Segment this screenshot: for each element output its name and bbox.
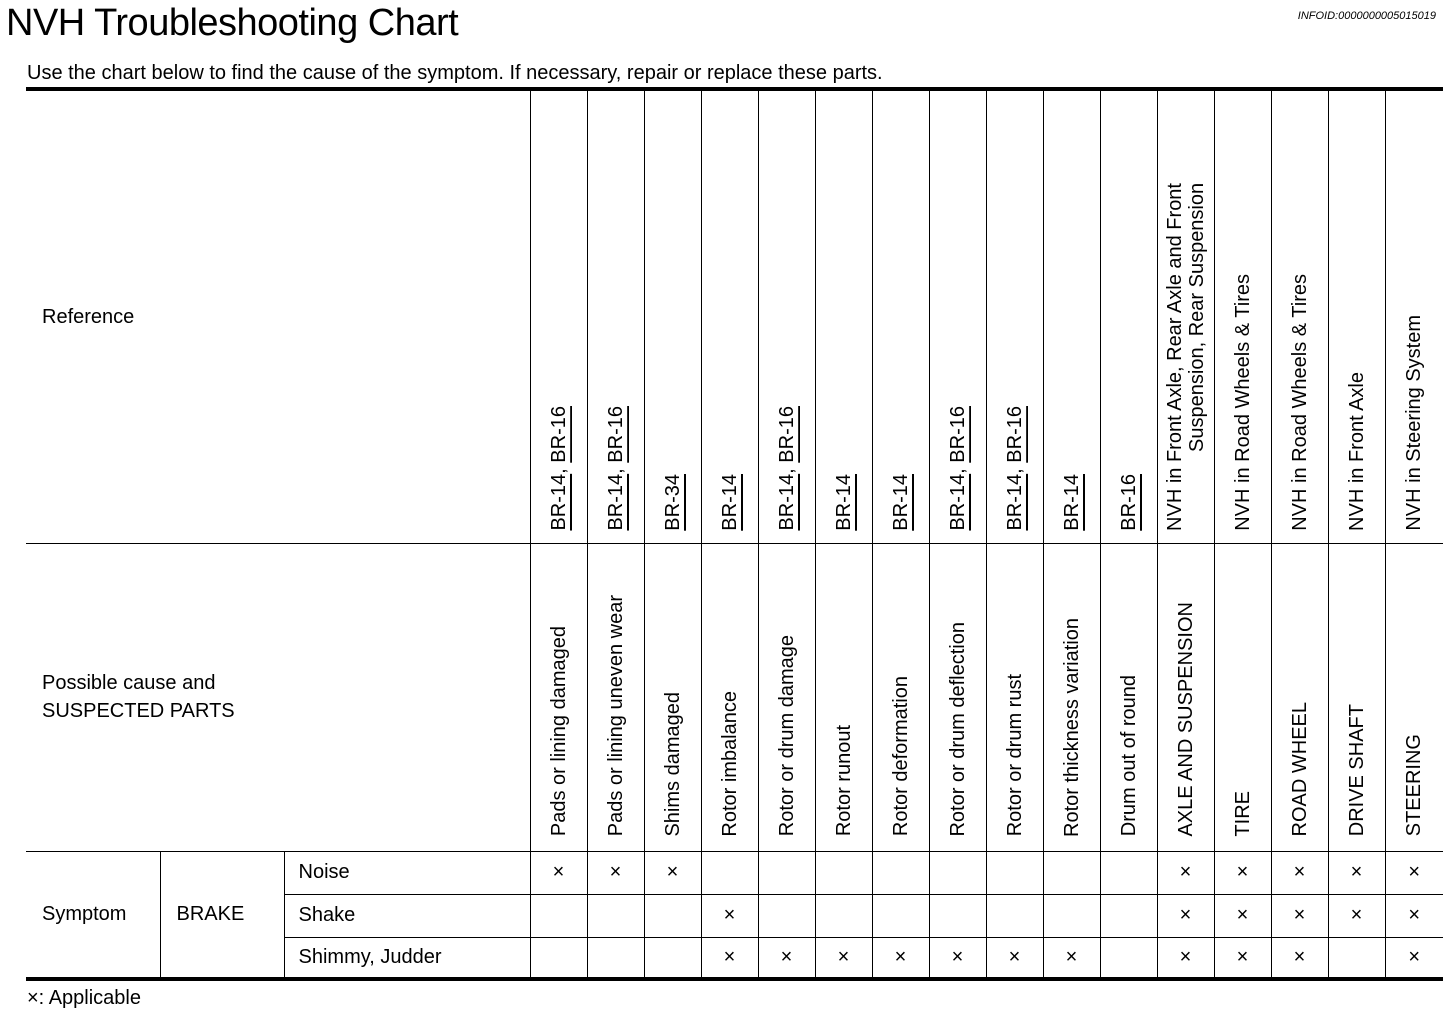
- cause-cell: [1328, 543, 1385, 851]
- reference-line: NVH in Road Wheels & Tires: [1288, 273, 1311, 531]
- applicable-mark: ×: [1271, 894, 1328, 937]
- cause-cell: [1214, 543, 1271, 851]
- symptom-row: [26, 851, 1443, 894]
- empty-cell: [701, 851, 758, 894]
- applicable-mark: ×: [929, 937, 986, 979]
- reference-text: [890, 474, 912, 531]
- reference-link[interactable]: BR-14: [1060, 473, 1083, 531]
- empty-cell: [1100, 851, 1157, 894]
- empty-cell: [587, 937, 644, 979]
- reference-text: [1232, 274, 1254, 531]
- applicable-mark: ×: [1385, 937, 1443, 979]
- cause-cell: [929, 543, 986, 851]
- reference-row: [26, 89, 1443, 543]
- reference-link[interactable]: BR-14: [547, 473, 570, 531]
- empty-cell: [644, 937, 701, 979]
- reference-text: [1118, 474, 1140, 531]
- cause-cell: [758, 543, 815, 851]
- applicable-mark: ×: [1157, 937, 1214, 979]
- empty-cell: [815, 894, 872, 937]
- cause-text: Drum out of round: [1117, 675, 1140, 837]
- reference-text: BR-14, BR-16: [547, 405, 570, 531]
- applicable-mark: ×: [758, 937, 815, 979]
- empty-cell: [1043, 851, 1100, 894]
- empty-cell: [872, 894, 929, 937]
- info-id: INFOID:0000000005015019: [1297, 10, 1436, 22]
- cause-text: ROAD WHEEL: [1288, 702, 1311, 837]
- page-title: NVH Troubleshooting Chart: [6, 2, 459, 44]
- nvh-chart-table: [26, 87, 1443, 981]
- cause-text: Rotor or drum rust: [1003, 674, 1026, 837]
- cause-text: Rotor runout: [832, 725, 855, 837]
- cause-text: AXLE AND SUSPENSION: [1174, 601, 1197, 837]
- reference-text: [1346, 372, 1368, 531]
- empty-cell: [1043, 894, 1100, 937]
- reference-cell: [701, 89, 758, 543]
- cause-text: Rotor or drum damage: [775, 635, 798, 837]
- applicable-mark: ×: [1271, 937, 1328, 979]
- cause-text: Shims damaged: [661, 691, 684, 837]
- reference-line: NVH in Steering System: [1403, 314, 1426, 531]
- cause-text: Pads or lining uneven wear: [604, 595, 627, 837]
- cause-cell: [1043, 543, 1100, 851]
- applicable-mark: ×: [1214, 894, 1271, 937]
- applicable-mark: ×: [701, 937, 758, 979]
- symptom-category: BRAKE: [160, 851, 284, 979]
- cause-text: Rotor deformation: [889, 676, 912, 837]
- reference-line: NVH in Front Axle: [1345, 371, 1368, 531]
- cause-text: DRIVE SHAFT: [1345, 704, 1368, 837]
- reference-link[interactable]: BR-16: [1117, 473, 1140, 531]
- reference-link[interactable]: BR-14: [604, 473, 627, 531]
- reference-cell: [1328, 89, 1385, 543]
- applicable-mark: ×: [1214, 937, 1271, 979]
- reference-text: [1289, 274, 1311, 531]
- symptom-name: Shake: [284, 894, 530, 937]
- empty-cell: [986, 851, 1043, 894]
- empty-cell: [530, 894, 587, 937]
- applicable-mark: ×: [1043, 937, 1100, 979]
- cause-cell: [1385, 543, 1443, 851]
- reference-link[interactable]: BR-16: [775, 405, 798, 463]
- cause-row: [26, 543, 1443, 851]
- empty-cell: [530, 937, 587, 979]
- cause-text: Rotor thickness variation: [1060, 617, 1083, 837]
- applicable-mark: ×: [1385, 851, 1443, 894]
- reference-text: BR-14, BR-16: [1003, 405, 1026, 531]
- applicable-mark: ×: [701, 894, 758, 937]
- reference-text: [662, 474, 684, 531]
- applicable-mark: ×: [644, 851, 701, 894]
- reference-cell: [986, 89, 1043, 543]
- reference-link[interactable]: BR-34: [661, 473, 684, 531]
- reference-link[interactable]: BR-14: [889, 473, 912, 531]
- empty-cell: [986, 894, 1043, 937]
- applicable-mark: ×: [1385, 894, 1443, 937]
- cause-cell: [872, 543, 929, 851]
- applicable-mark: ×: [1157, 851, 1214, 894]
- cause-label-line2: SUSPECTED PARTS: [42, 700, 235, 722]
- reference-cell: [929, 89, 986, 543]
- cause-text: Pads or lining damaged: [547, 626, 570, 837]
- reference-link[interactable]: BR-16: [547, 405, 570, 463]
- cause-cell: [587, 543, 644, 851]
- applicable-mark: ×: [1271, 851, 1328, 894]
- reference-cell: [872, 89, 929, 543]
- cause-cell: [1157, 543, 1214, 851]
- cause-label: [26, 543, 530, 851]
- cause-label-line1: Possible cause and: [42, 672, 216, 694]
- cause-cell: [701, 543, 758, 851]
- reference-cell: [1214, 89, 1271, 543]
- reference-link[interactable]: BR-16: [946, 405, 969, 463]
- empty-cell: [1100, 937, 1157, 979]
- reference-cell: [644, 89, 701, 543]
- reference-line: Suspension, Rear Suspension: [1185, 182, 1208, 452]
- applicable-mark: ×: [815, 937, 872, 979]
- applicable-mark: ×: [986, 937, 1043, 979]
- applicable-mark: ×: [530, 851, 587, 894]
- applicable-mark: ×: [1214, 851, 1271, 894]
- cause-text: Rotor or drum deflection: [946, 621, 969, 837]
- applicable-mark: ×: [1328, 894, 1385, 937]
- reference-link[interactable]: BR-14: [1003, 473, 1026, 531]
- empty-cell: [587, 894, 644, 937]
- empty-cell: [1100, 894, 1157, 937]
- reference-label: Reference: [26, 89, 530, 543]
- reference-link[interactable]: BR-14: [718, 473, 741, 531]
- reference-line: NVH in Front Axle, Rear Axle and Front: [1163, 182, 1186, 531]
- symptom-name: Noise: [284, 851, 530, 894]
- reference-cell: [758, 89, 815, 543]
- reference-cell: [1385, 89, 1443, 543]
- reference-text: [1164, 183, 1208, 531]
- applicable-mark: ×: [1157, 894, 1214, 937]
- cause-cell: [986, 543, 1043, 851]
- symptom-name: Shimmy, Judder: [284, 937, 530, 979]
- symptom-label: Symptom: [26, 851, 160, 979]
- applicable-mark: ×: [872, 937, 929, 979]
- cause-cell: [815, 543, 872, 851]
- empty-cell: [758, 894, 815, 937]
- reference-cell: [815, 89, 872, 543]
- cause-cell: [1100, 543, 1157, 851]
- reference-cell: [1157, 89, 1214, 543]
- reference-line: NVH in Road Wheels & Tires: [1231, 273, 1254, 531]
- cause-text: Rotor imbalance: [718, 690, 741, 837]
- cause-cell: [644, 543, 701, 851]
- reference-text: [1061, 474, 1083, 531]
- reference-cell: [1271, 89, 1328, 543]
- reference-link[interactable]: BR-14: [946, 473, 969, 531]
- reference-link[interactable]: BR-14: [775, 473, 798, 531]
- applicable-mark: ×: [587, 851, 644, 894]
- reference-text: [1403, 315, 1425, 531]
- reference-link[interactable]: BR-14: [832, 473, 855, 531]
- applicable-mark: ×: [1328, 851, 1385, 894]
- reference-link[interactable]: BR-16: [604, 405, 627, 463]
- reference-text: BR-14, BR-16: [604, 405, 627, 531]
- reference-text: BR-14, BR-16: [946, 405, 969, 531]
- empty-cell: [929, 851, 986, 894]
- empty-cell: [758, 851, 815, 894]
- empty-cell: [929, 894, 986, 937]
- cause-text: STEERING: [1403, 734, 1426, 837]
- cause-cell: [1271, 543, 1328, 851]
- reference-link[interactable]: BR-16: [1003, 405, 1026, 463]
- footnote: ×: Applicable: [27, 987, 141, 1009]
- reference-text: [833, 474, 855, 531]
- empty-cell: [644, 894, 701, 937]
- reference-cell: [1100, 89, 1157, 543]
- cause-cell: [530, 543, 587, 851]
- empty-cell: [815, 851, 872, 894]
- reference-cell: [587, 89, 644, 543]
- reference-text: BR-14, BR-16: [775, 405, 798, 531]
- reference-cell: [530, 89, 587, 543]
- empty-cell: [1328, 937, 1385, 979]
- empty-cell: [872, 851, 929, 894]
- intro-text: Use the chart below to find the cause of the symptom. If necessary, repair or replace these parts.: [27, 62, 883, 84]
- reference-text: [719, 474, 741, 531]
- cause-text: TIRE: [1231, 790, 1254, 837]
- reference-cell: [1043, 89, 1100, 543]
